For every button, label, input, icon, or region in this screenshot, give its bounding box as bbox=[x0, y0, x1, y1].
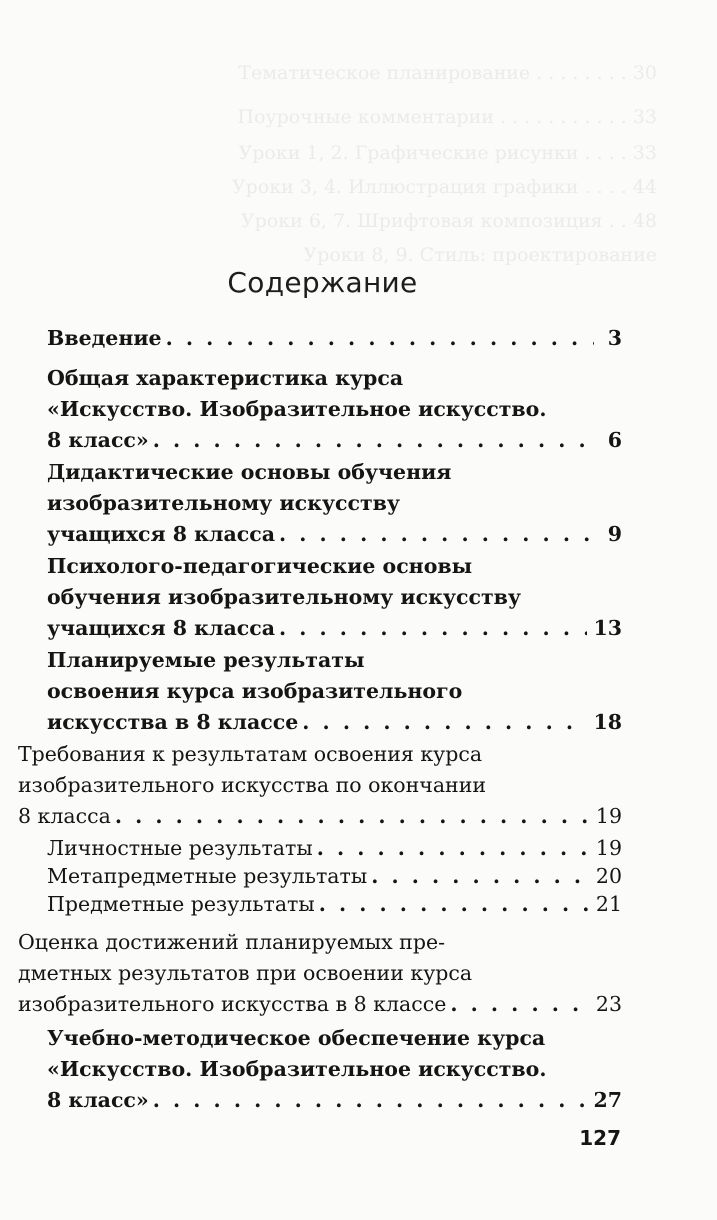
toc-entry-assessment[interactable] bbox=[18, 927, 622, 1020]
dot-leader bbox=[279, 613, 587, 644]
toc-page-number: 18 bbox=[593, 710, 622, 734]
show-through-text: Тематическое планирование . . . . . . . . 30 Поурочные комментарии . . . . . . . . . . . 33 Уроки 1, 2. Графические рисунки . . . . 33 Уроки 3, 4. Иллюстрация графики . . . . 44 Уроки 6, 7. Шрифтовая композиция . . 48 Уроки 8, 9. Стиль: проектирование bbox=[231, 62, 657, 266]
dot-leader bbox=[279, 519, 594, 550]
toc-entry-text: Общая характеристика курса bbox=[47, 366, 404, 390]
toc-entry-methodological-support[interactable] bbox=[47, 1023, 622, 1116]
toc-entry-text: обучения изобразительному искусству bbox=[47, 585, 522, 609]
dot-leader bbox=[115, 801, 590, 832]
dot-leader bbox=[302, 707, 587, 738]
toc-entry-text: учащихся 8 класса bbox=[47, 616, 275, 640]
toc-entry-course-overview[interactable] bbox=[47, 363, 622, 456]
toc-entry-planned-results[interactable] bbox=[47, 645, 622, 738]
dot-leader bbox=[317, 833, 590, 864]
toc-subentry-subject-results[interactable] bbox=[47, 889, 622, 920]
toc-page-number: 27 bbox=[593, 1088, 622, 1112]
toc-entry-text: Планируемые результаты bbox=[47, 648, 365, 672]
toc-entry-text: изобразительного искусства в 8 классе bbox=[18, 992, 447, 1016]
toc-entry-text: 8 класс» bbox=[47, 1088, 149, 1112]
toc-entry-text: изобразительного искусства по окончании bbox=[18, 773, 487, 797]
dot-leader bbox=[153, 1085, 588, 1116]
toc-subentry-metasubject-results[interactable] bbox=[47, 861, 622, 892]
dot-leader bbox=[450, 989, 590, 1020]
toc-subentry-personal-results[interactable] bbox=[47, 833, 622, 864]
toc-entry-text: учащихся 8 класса bbox=[47, 522, 275, 546]
toc-page-number: 13 bbox=[593, 616, 622, 640]
toc-entry-didactic-basics[interactable] bbox=[47, 457, 622, 550]
dot-leader bbox=[371, 861, 590, 892]
toc-page-number: 23 bbox=[595, 992, 622, 1016]
toc-entry-text: Метапредметные результаты bbox=[47, 864, 368, 888]
page-title: Содержание bbox=[227, 266, 418, 299]
dot-leader bbox=[153, 425, 594, 456]
toc-entry-text: Оценка достижений планируемых пре- bbox=[18, 930, 446, 954]
toc-entry-psychological-basics[interactable] bbox=[47, 551, 622, 644]
toc-page-number: 19 bbox=[595, 836, 622, 860]
toc-page-number: 19 bbox=[595, 804, 622, 828]
toc-page-number: 9 bbox=[607, 522, 622, 546]
toc-page-number: 20 bbox=[595, 864, 622, 888]
folio-page-number: 127 bbox=[579, 1126, 621, 1150]
toc-entry-text: искусства в 8 классе bbox=[47, 710, 299, 734]
toc-entry-text: Требования к результатам освоения курса bbox=[18, 742, 483, 766]
toc-entry-requirements[interactable] bbox=[18, 739, 622, 832]
dot-leader bbox=[166, 323, 594, 354]
toc-entry-text: Предметные результаты bbox=[47, 892, 315, 916]
dot-leader bbox=[319, 889, 590, 920]
toc-page-number: 21 bbox=[595, 892, 622, 916]
toc-entry-text: Психолого-педагогические основы bbox=[47, 554, 473, 578]
toc-entry-text: «Искусство. Изобразительное искусство. bbox=[47, 397, 547, 421]
toc-entry-text: освоения курса изобразительного bbox=[47, 679, 463, 703]
toc-entry-text: Введение bbox=[47, 326, 162, 350]
toc-page-number: 3 bbox=[607, 326, 622, 350]
toc-entry-text: дметных результатов при освоении курса bbox=[18, 961, 473, 985]
toc-entry-text: 8 класса bbox=[18, 804, 111, 828]
toc-entry-introduction[interactable] bbox=[47, 323, 622, 354]
toc-entry-text: «Искусство. Изобразительное искусство. bbox=[47, 1057, 547, 1081]
toc-entry-text: Личностные результаты bbox=[47, 836, 313, 860]
toc-entry-text: 8 класс» bbox=[47, 428, 149, 452]
toc-entry-text: Дидактические основы обучения bbox=[47, 460, 452, 484]
toc-page-number: 6 bbox=[607, 428, 622, 452]
toc-entry-text: Учебно-методическое обеспечение курса bbox=[47, 1026, 546, 1050]
toc-entry-text: изобразительному искусству bbox=[47, 491, 401, 515]
